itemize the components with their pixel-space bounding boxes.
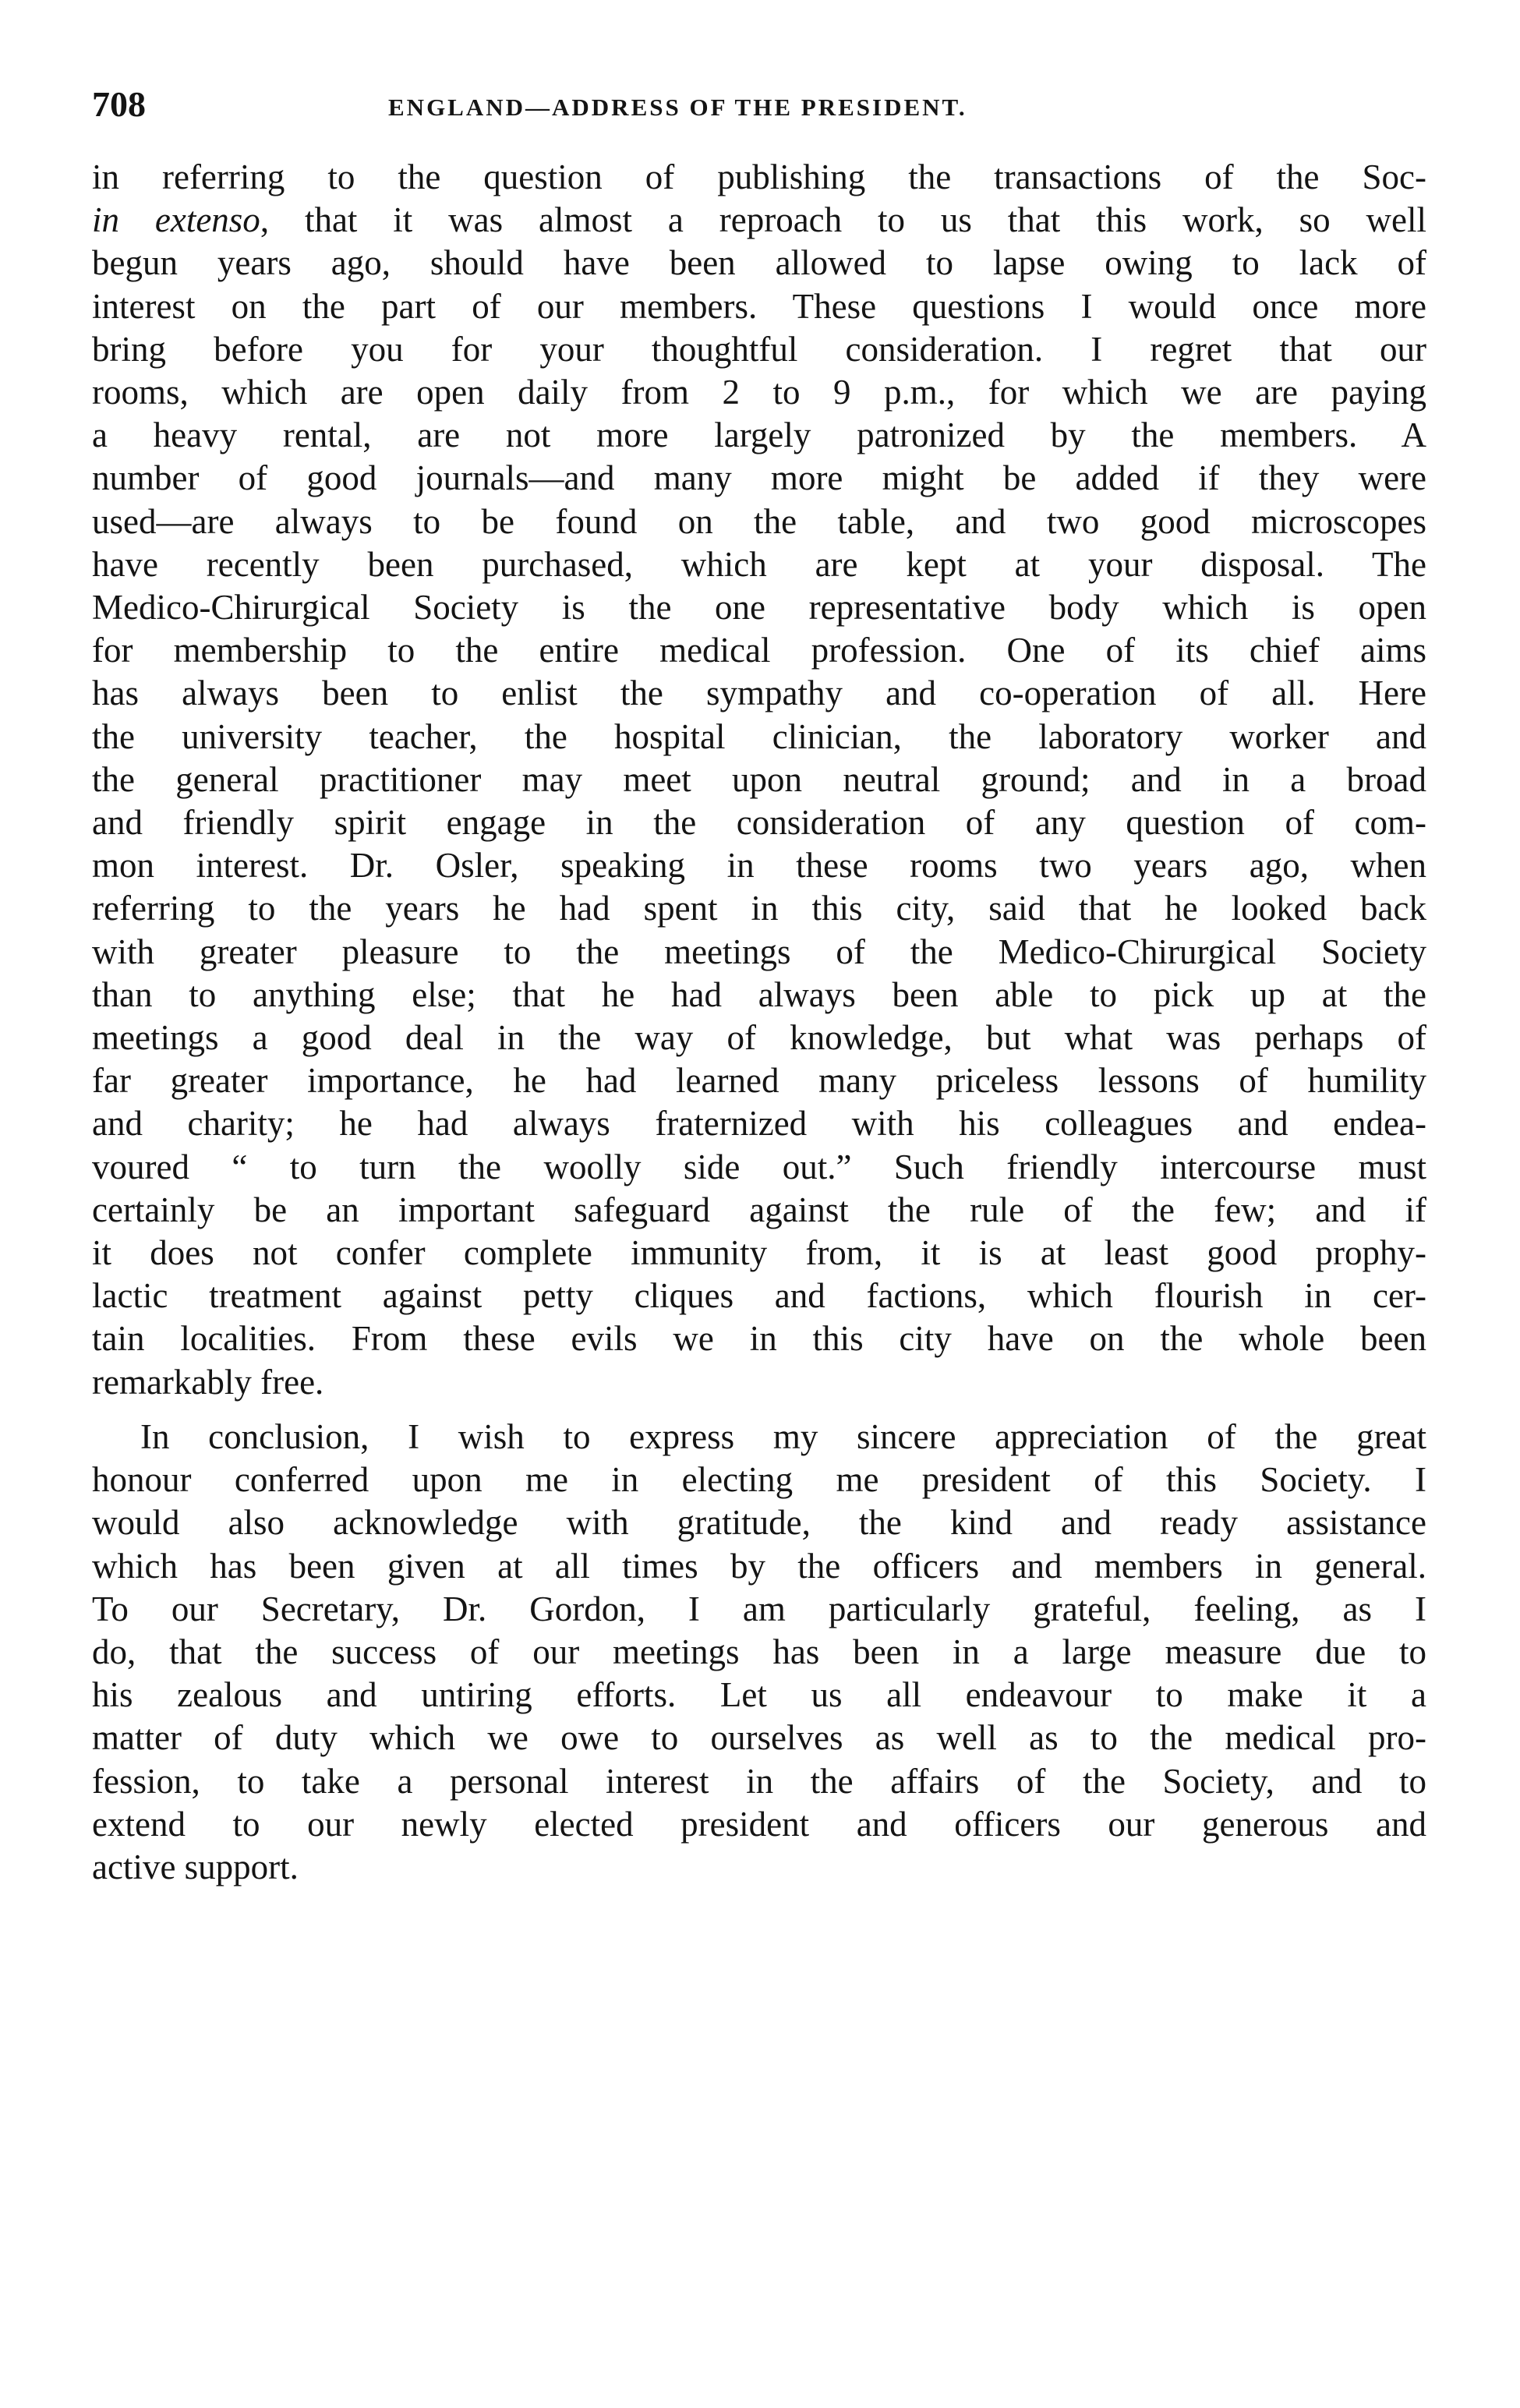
text-line: extend to our newly elected president and officers our generous and [92,1804,1426,1844]
text-line: To our Secretary, Dr. Gordon, I am particularly grateful, feeling, as I [92,1589,1426,1628]
text-line: which has been given at all times by the officers and members in general. [92,1546,1426,1586]
body-text [92,156,1426,1889]
text-line: do, that the success of our meetings has been in a large measure due to [92,1632,1426,1671]
text-line: a heavy rental, are not more largely patronized by the members. A [92,415,1426,455]
text-line: the university teacher, the hospital clinician, the laboratory worker and [92,716,1426,756]
text-line: voured “ to turn the woolly side out.” Such friendly intercourse must [92,1147,1426,1186]
text-line: has always been to enlist the sympathy and co-operation of all. Here [92,674,1426,713]
text-line: it does not confer complete immunity from, it is at least good prophy- [92,1233,1426,1273]
text-line: Medico-Chirurgical Society is the one representative body which is open [92,588,1426,628]
text-line: and charity; he had always fraternized with his colleagues and endea- [92,1104,1426,1144]
text-line: have recently been purchased, which are kept at your disposal. The [92,544,1426,584]
text-line: certainly be an important safeguard against the rule of the few; and if [92,1190,1426,1229]
text-line: the general practitioner may meet upon neutral ground; and in a broad [92,759,1426,799]
text-line: interest on the part of our members. These questions I would once more [92,286,1426,326]
paragraph-2 [92,1416,1426,1889]
paragraph-1 [92,156,1426,1404]
text-line: honour conferred upon me in electing me president of this Society. I [92,1460,1426,1500]
text-line: in referring to the question of publishing the transactions of the Soc- [92,157,1426,196]
text-line: lactic treatment against petty cliques and factions, which flourish in cer- [92,1276,1426,1316]
text-line: with greater pleasure to the meetings of the Medico-Chirurgical Society [92,932,1426,971]
page-header [92,81,1426,128]
running-head: ENGLAND—ADDRESS OF THE PRESIDENT. [388,94,967,121]
text-line: far greater importance, he had learned many priceless lessons of humility [92,1061,1426,1101]
text-line: rooms, which are open daily from 2 to 9 p.m., for which we are paying [92,373,1426,412]
text-line: mon interest. Dr. Osler, speaking in these rooms two years ago, when [92,846,1426,886]
text-line: begun years ago, should have been allowed to lapse owing to lack of [92,243,1426,283]
text-line: meetings a good deal in the way of knowledge, but what was perhaps of [92,1018,1426,1058]
text-line: in extenso, that it was almost a reproach to us that this work, so well [92,200,1426,240]
text-line: tain localities. From these evils we in this city have on the whole been [92,1319,1426,1359]
text-line: In conclusion, I wish to express my sincere appreciation of the great [140,1416,1426,1456]
text-line: remarkably free. [92,1362,324,1402]
text-line: fession, to take a personal interest in the affairs of the Society, and to [92,1761,1426,1801]
text-line: and friendly spirit engage in the consideration of any question of com- [92,803,1426,843]
text-line: than to anything else; that he had always been able to pick up at the [92,974,1426,1014]
text-line: his zealous and untiring efforts. Let us all endeavour to make it a [92,1675,1426,1715]
latin-phrase: in extenso [92,200,260,240]
text-line: for membership to the entire medical profession. One of its chief aims [92,631,1426,670]
text-line: bring before you for your thoughtful consideration. I regret that our [92,329,1426,369]
text-line: referring to the years he had spent in this city, said that he looked back [92,889,1426,928]
text-line: active support. [92,1847,299,1886]
text-line: used—are always to be found on the table, and two good microscopes [92,501,1426,541]
text-line: number of good journals—and many more might be added if they were [92,458,1426,498]
page-number: 708 [92,84,146,124]
text-line: matter of duty which we owe to ourselves as well as to the medical pro- [92,1718,1426,1758]
text-line: would also acknowledge with gratitude, the kind and ready assistance [92,1503,1426,1543]
